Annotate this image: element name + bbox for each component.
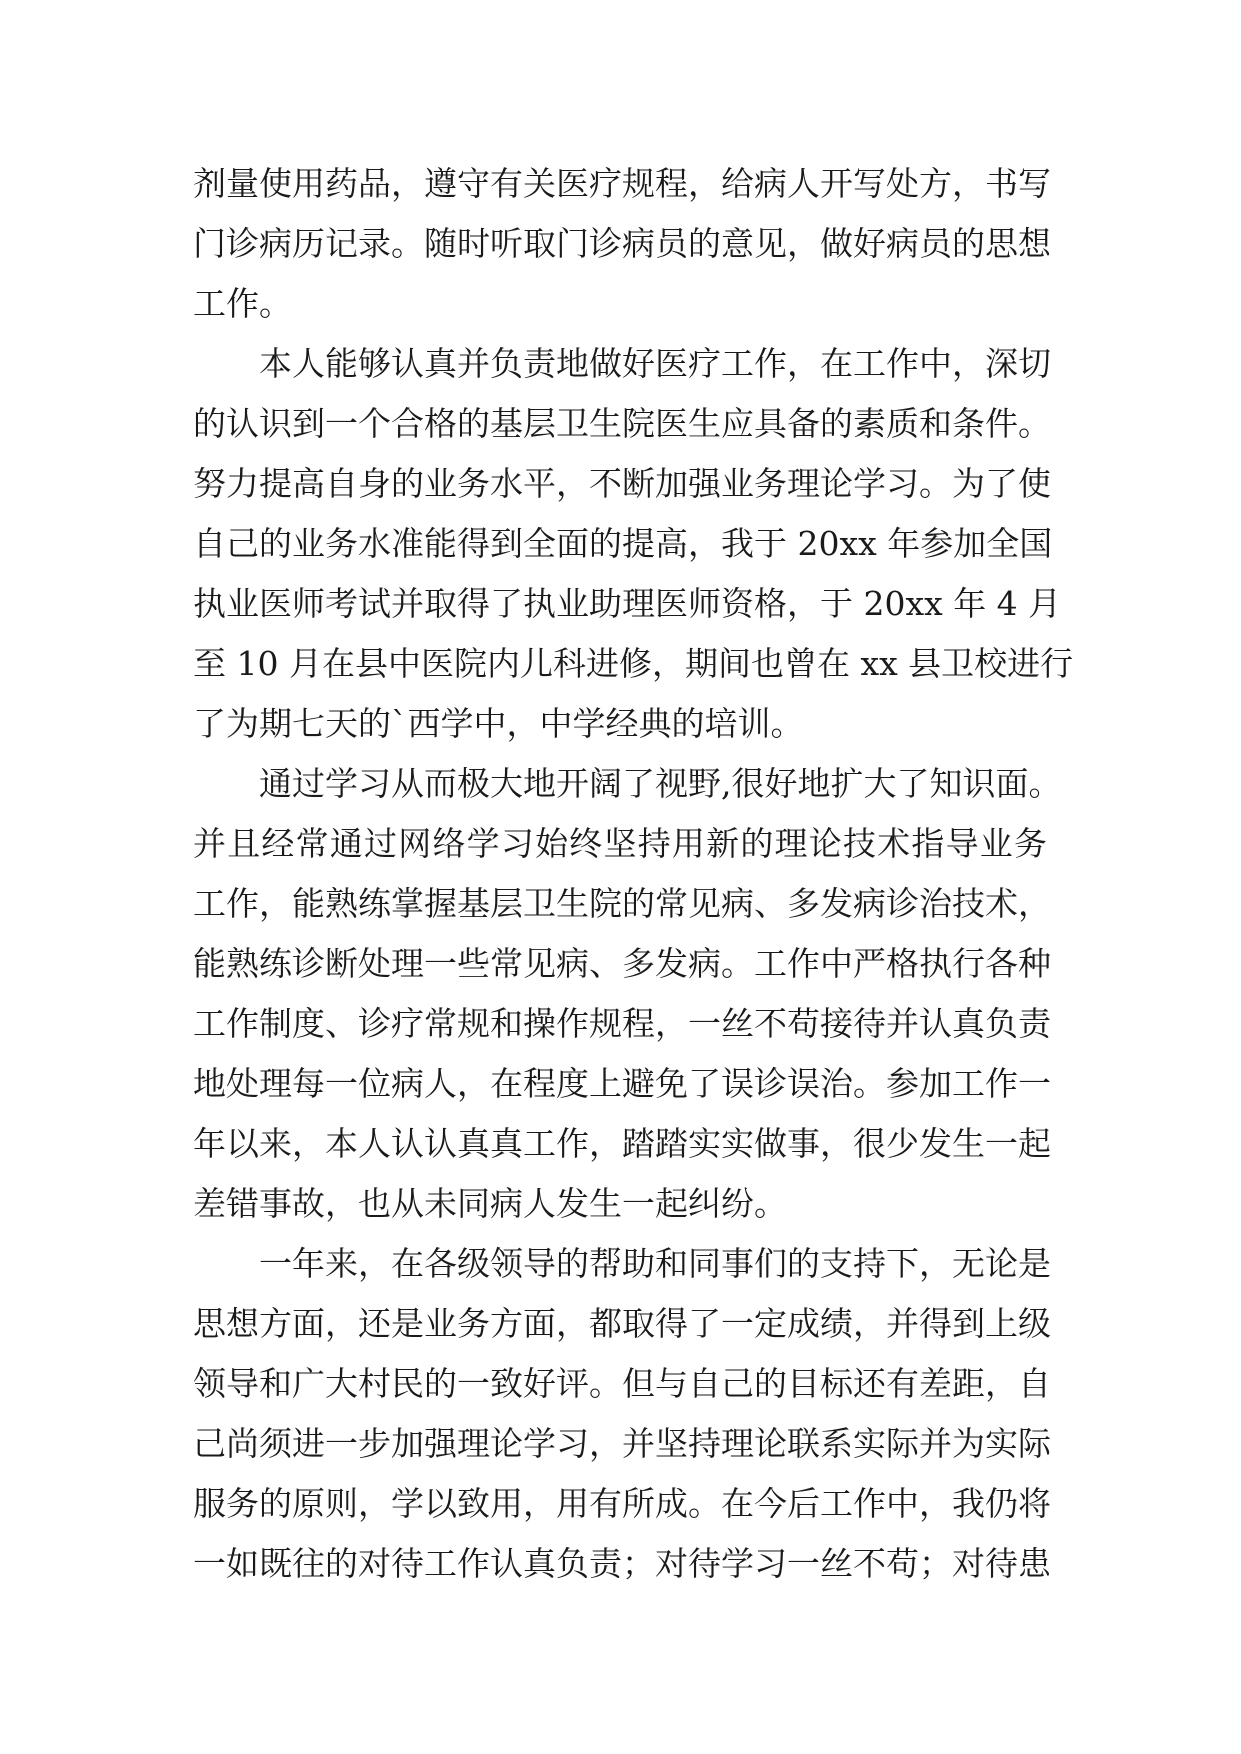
- text-line: 努力提高自身的业务水平，不断加强业务理论学习。为了使: [193, 464, 1051, 503]
- text-line: 地处理每一位病人，在程度上避免了误诊误治。参加工作一: [193, 1064, 1051, 1103]
- text-line: 了为期七天的`西学中，中学经典的培训。: [193, 704, 804, 743]
- text-line: 剂量使用药品，遵守有关医疗规程，给病人开写处方，书写: [193, 164, 1051, 203]
- text-line: 领导和广大村民的一致好评。但与自己的目标还有差距，自: [193, 1364, 1051, 1403]
- paragraph-first-line: 一年来，在各级领导的帮助和同事们的支持下，无论是: [259, 1244, 1051, 1283]
- text-line: 思想方面，还是业务方面，都取得了一定成绩，并得到上级: [193, 1304, 1051, 1343]
- text-line: 工作制度、诊疗常规和操作规程，一丝不苟接待并认真负责: [193, 1004, 1051, 1043]
- text-line: 自己的业务水准能得到全面的提高，我于 20xx 年参加全国: [193, 524, 1053, 563]
- text-line: 工作，能熟练掌握基层卫生院的常见病、多发病诊治技术，: [193, 884, 1051, 923]
- text-line: 至 10 月在县中医院内儿科进修，期间也曾在 xx 县卫校进行: [193, 644, 1074, 683]
- text-line: 门诊病历记录。随时听取门诊病员的意见，做好病员的思想: [193, 224, 1051, 263]
- text-line: 工作。: [193, 284, 292, 323]
- text-line: 服务的原则，学以致用，用有所成。在今后工作中，我仍将: [193, 1484, 1051, 1523]
- text-line: 年以来，本人认认真真工作，踏踏实实做事，很少发生一起: [193, 1124, 1051, 1163]
- text-line: 的认识到一个合格的基层卫生院医生应具备的素质和条件。: [193, 404, 1051, 443]
- text-line: 执业医师考试并取得了执业助理医师资格，于 20xx 年 4 月: [193, 584, 1062, 623]
- paragraph-first-line: 通过学习从而极大地开阔了视野,很好地扩大了知识面。: [259, 764, 1062, 803]
- paragraph-first-line: 本人能够认真并负责地做好医疗工作，在工作中，深切: [259, 344, 1051, 383]
- text-line: 并且经常通过网络学习始终坚持用新的理论技术指导业务: [193, 824, 1047, 863]
- text-line: 能熟练诊断处理一些常见病、多发病。工作中严格执行各种: [193, 944, 1051, 983]
- body-text: [193, 154, 1074, 1594]
- text-line: 差错事故，也从未同病人发生一起纠纷。: [193, 1184, 787, 1223]
- text-line: 己尚须进一步加强理论学习，并坚持理论联系实际并为实际: [193, 1424, 1051, 1463]
- text-line: 一如既往的对待工作认真负责；对待学习一丝不苟；对待患: [193, 1544, 1051, 1583]
